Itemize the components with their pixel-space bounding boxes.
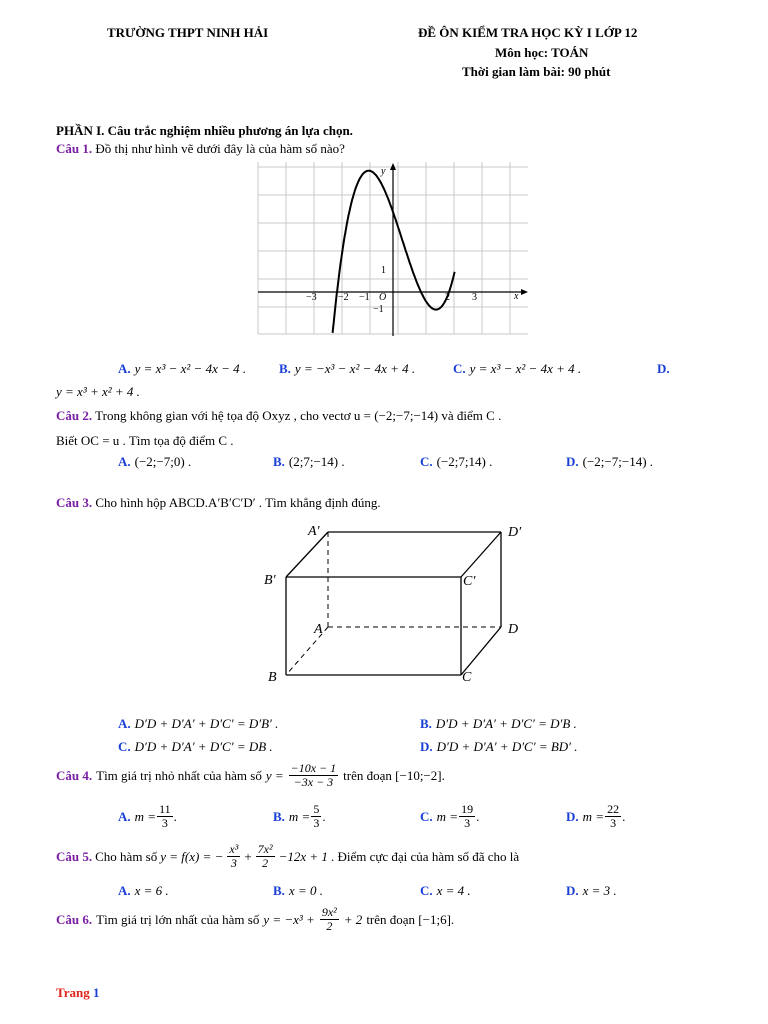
- q4-option-a[interactable]: A. m = $\frac{11}{3}$ .: [118, 802, 177, 830]
- page-footer: [56, 985, 99, 1001]
- q1-x-axis-label: x: [514, 291, 519, 302]
- q3-box-edges: [286, 532, 501, 675]
- q5-option-b-label: B.: [273, 883, 285, 898]
- q5-option-b[interactable]: [273, 883, 323, 899]
- q4-function-fraction: [289, 762, 339, 789]
- q1-prompt: [56, 141, 345, 157]
- q2-option-d[interactable]: [566, 454, 653, 470]
- q2-option-a[interactable]: [118, 454, 191, 470]
- q4-option-a-num: 11: [159, 802, 171, 816]
- q1-option-b-text: y = −x³ − x² − 4x + 4 .: [294, 361, 416, 376]
- q5-label: Câu 5.: [56, 848, 93, 864]
- q5-term2-den: 2: [262, 856, 269, 870]
- q4-fraction-numerator: −10x − 1: [290, 761, 337, 775]
- q2-text: Trong không gian với hệ tọa độ Oxyz , cho vectơ u = (−2;−7;−14) và điểm C .: [95, 408, 502, 423]
- q6-term-num: 9x²: [321, 905, 337, 919]
- q4-option-b-den: 3: [313, 816, 320, 830]
- q5-option-c-text: x = 4 .: [436, 883, 471, 898]
- q4-option-d-lhs: m =: [582, 808, 605, 824]
- q4-prompt: [56, 762, 445, 789]
- q1-option-b-label: B.: [279, 361, 291, 376]
- q4-option-c-num: 19: [461, 802, 474, 816]
- q2-option-a-text: (−2;−7;0) .: [134, 454, 192, 469]
- q1-x-arrow: [521, 289, 528, 295]
- q2-option-c[interactable]: [420, 454, 492, 470]
- q4-option-b-lhs: m =: [288, 808, 311, 824]
- q5-option-d-text: x = 3 .: [582, 883, 617, 898]
- q2-option-a-label: A.: [118, 454, 131, 469]
- q4-option-a-den: 3: [161, 816, 168, 830]
- q4-option-d-fraction: [605, 803, 621, 830]
- q1-graph: [256, 160, 530, 336]
- q1-option-a-text: y = x³ − x² − 4x − 4 .: [134, 361, 247, 376]
- q5-plus: +: [244, 848, 252, 864]
- q3-option-a-label: A.: [118, 716, 131, 731]
- q1-x-tick: 3: [472, 292, 477, 303]
- q4-option-b-fraction: [311, 803, 321, 830]
- q2-text-line2: Biết OC = u . Tìm tọa độ điểm C .: [56, 433, 234, 448]
- q4-option-d-label: D.: [566, 808, 579, 824]
- q3-text: Cho hình hộp ABCD.A′B′C′D′ . Tìm khẳng định đúng.: [95, 495, 381, 510]
- q1-y-tick: 1: [381, 265, 386, 276]
- q3-option-b-label: B.: [420, 716, 432, 731]
- q4-option-b-label: B.: [273, 808, 285, 824]
- q5-option-a-text: x = 6 .: [134, 883, 169, 898]
- q3-option-d-text: D′D + D′A′ + D′C′ = BD′ .: [436, 739, 578, 754]
- q4-option-d[interactable]: D. m = $\frac{22}{3}$ .: [566, 802, 626, 830]
- q4-option-c-lhs: m =: [436, 808, 459, 824]
- q1-option-d-label[interactable]: D.: [657, 361, 670, 376]
- q5-option-d[interactable]: [566, 883, 617, 899]
- page-word: Trang: [56, 985, 90, 1000]
- q3-label: Câu 3.: [56, 495, 93, 510]
- q3-option-a[interactable]: [118, 716, 278, 732]
- q3-option-c-text: D′D + D′A′ + D′C′ = DB .: [134, 739, 273, 754]
- q1-option-b[interactable]: [279, 361, 415, 377]
- q4-text-post: trên đoạn [−10;−2].: [343, 767, 445, 783]
- q2-prompt: [56, 408, 501, 424]
- q6-function-tail: + 2: [343, 911, 363, 927]
- q5-option-d-label: D.: [566, 883, 579, 898]
- q3-option-b-text: D′D + D′A′ + D′C′ = D′B .: [435, 716, 577, 731]
- q3-vertex-d: D: [508, 622, 519, 637]
- q5-term2-fraction: [256, 843, 275, 870]
- q4-option-a-fraction: [157, 803, 173, 830]
- q2-option-c-text: (−2;7;14) .: [436, 454, 493, 469]
- q5-term2-num: 7x²: [257, 842, 273, 856]
- q4-fraction-denominator: −3x − 3: [293, 775, 334, 789]
- q5-text-post: . Điểm cực đại của hàm số đã cho là: [330, 848, 520, 864]
- q4-option-c-den: 3: [464, 816, 471, 830]
- q1-text: Đồ thị như hình vẽ dưới đây là của hàm số nào?: [95, 141, 345, 156]
- q3-box-figure: [256, 517, 536, 693]
- q4-option-d-num: 22: [607, 802, 620, 816]
- q2-option-c-label: C.: [420, 454, 433, 469]
- q5-term1-fraction: [227, 843, 240, 870]
- q3-option-c-label: C.: [118, 739, 131, 754]
- q5-function-lhs: y = f(x) = −: [160, 848, 224, 864]
- q3-vertex-b: B: [268, 670, 277, 685]
- q1-option-c-label: C.: [453, 361, 466, 376]
- q2-label: Câu 2.: [56, 408, 93, 423]
- page-number: 1: [92, 985, 100, 1000]
- q1-option-a-label: A.: [118, 361, 131, 376]
- q2-option-b-label: B.: [273, 454, 285, 469]
- q4-option-b-num: 5: [313, 802, 320, 816]
- exam-title: ĐỀ ÔN KIỂM TRA HỌC KỲ I LỚP 12: [418, 25, 638, 40]
- q3-option-d-label: D.: [420, 739, 433, 754]
- q1-option-a[interactable]: [118, 361, 246, 377]
- school-name: TRƯỜNG THPT NINH HẢI: [107, 25, 269, 40]
- q3-option-d[interactable]: [420, 739, 578, 755]
- exam-time: Thời gian làm bài: 90 phút: [462, 64, 611, 79]
- q1-x-tick: −3: [306, 292, 317, 303]
- q6-prompt: [56, 906, 454, 933]
- q6-function-lhs: y = −x³ +: [263, 911, 315, 927]
- q4-label: Câu 4.: [56, 767, 93, 783]
- q1-origin-label: O: [379, 292, 387, 303]
- q3-vertex-c: C: [462, 670, 472, 685]
- q1-x-tick: −2: [338, 292, 349, 303]
- exam-subject: Môn học: TOÁN: [495, 45, 589, 60]
- q6-text-post: trên đoạn [−1;6].: [366, 911, 455, 927]
- q4-option-c[interactable]: C. m = $\frac{19}{3}$ .: [420, 802, 480, 830]
- q5-function-tail: −12x + 1: [278, 848, 328, 864]
- q4-text-pre: Tìm giá trị nhỏ nhất của hàm số: [96, 767, 262, 783]
- q5-option-c[interactable]: [420, 883, 471, 899]
- q4-option-a-lhs: m =: [134, 808, 157, 824]
- q1-option-d-text[interactable]: y = x³ + x² + 4 .: [56, 384, 140, 399]
- q3-vertex-a1: A′: [308, 524, 320, 539]
- q1-y-axis-label: y: [381, 166, 386, 177]
- q4-function-lhs: y =: [265, 767, 284, 783]
- q5-option-b-text: x = 0 .: [288, 883, 323, 898]
- q5-text-pre: Cho hàm số: [95, 848, 158, 864]
- q4-option-d-den: 3: [610, 816, 617, 830]
- q6-text-pre: Tìm giá trị lớn nhất của hàm số: [96, 911, 260, 927]
- q4-option-c-label: C.: [420, 808, 433, 824]
- q4-option-a-label: A.: [118, 808, 131, 824]
- q6-term-fraction: [320, 906, 339, 933]
- q3-vertex-d1: D′: [508, 525, 522, 540]
- q5-option-c-label: C.: [420, 883, 433, 898]
- q1-y-tick: −1: [373, 304, 384, 315]
- q3-option-c[interactable]: [118, 739, 273, 755]
- q1-option-c[interactable]: [453, 361, 581, 377]
- q5-prompt: [56, 843, 519, 870]
- q3-option-b[interactable]: [420, 716, 577, 732]
- q3-option-a-text: D′D + D′A′ + D′C′ = D′B′ .: [134, 716, 279, 731]
- q3-vertex-c1: C′: [463, 574, 476, 589]
- q5-option-a[interactable]: [118, 883, 169, 899]
- q2-option-b[interactable]: [273, 454, 345, 470]
- q1-label: Câu 1.: [56, 141, 93, 156]
- part1-title: PHẦN I. Câu trắc nghiệm nhiều phương án lựa chọn.: [56, 123, 353, 138]
- q4-option-b[interactable]: B. m = $\frac{5}{3}$ .: [273, 802, 326, 830]
- q3-vertex-b1: B′: [264, 573, 276, 588]
- q2-option-d-label: D.: [566, 454, 579, 469]
- q3-hidden-edges: [286, 532, 501, 675]
- q3-prompt: [56, 495, 381, 511]
- q1-x-tick: −1: [359, 292, 370, 303]
- q1-x-tick: 2: [445, 292, 450, 303]
- q5-term1-den: 3: [230, 856, 237, 870]
- q2-option-b-text: (2;7;−14) .: [288, 454, 345, 469]
- q6-term-den: 2: [326, 919, 333, 933]
- q4-option-c-fraction: [459, 803, 475, 830]
- q5-term1-num: x³: [229, 842, 239, 856]
- q6-label: Câu 6.: [56, 911, 93, 927]
- q2-option-d-text: (−2;−7;−14) .: [582, 454, 654, 469]
- q3-vertex-a: A: [314, 622, 323, 637]
- q5-option-a-label: A.: [118, 883, 131, 898]
- q1-option-c-text: y = x³ − x² − 4x + 4 .: [469, 361, 582, 376]
